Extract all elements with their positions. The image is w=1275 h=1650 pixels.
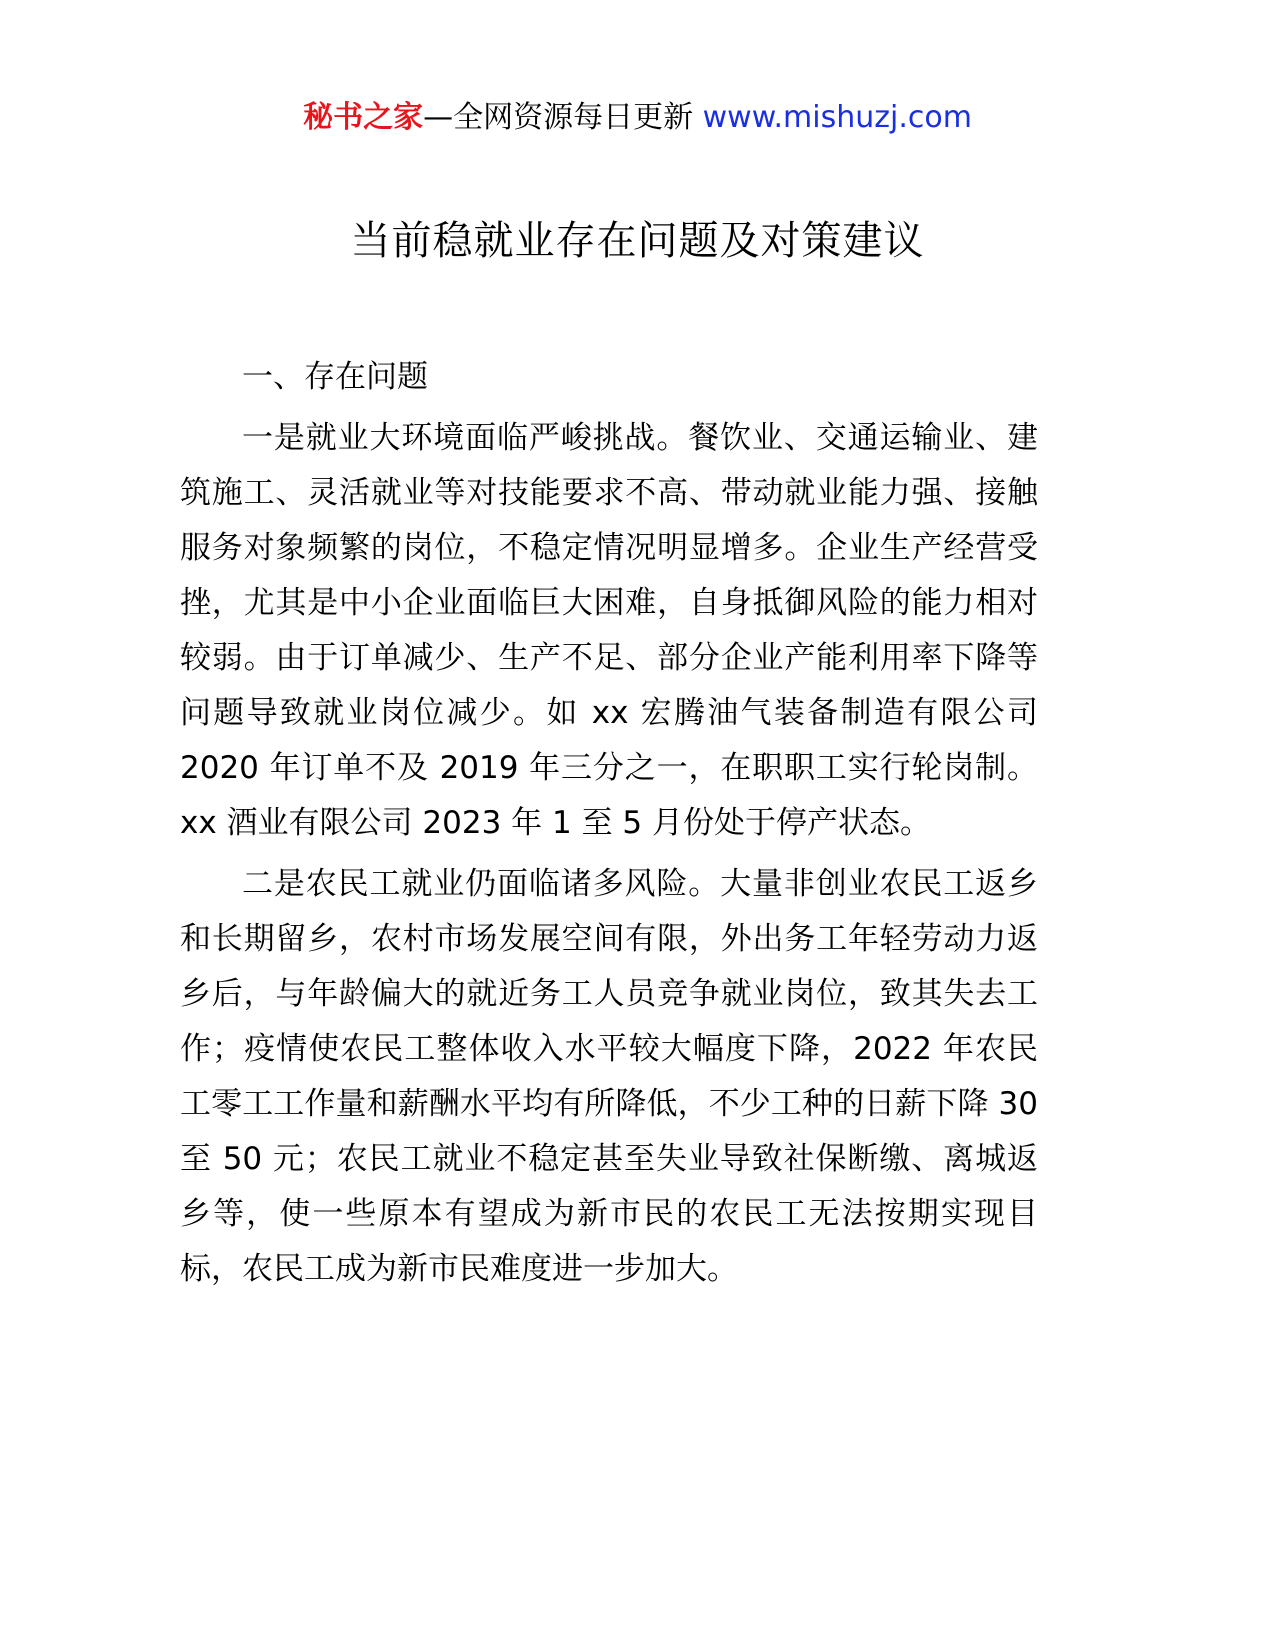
document-title: 当前稳就业存在问题及对策建议: [350, 218, 925, 264]
document-body: [180, 350, 1038, 1303]
section-heading: 一、存在问题: [242, 359, 428, 395]
site-header: [0, 96, 1275, 140]
header-tagline: —全网资源每日更新: [423, 100, 694, 135]
brand-name: 秘书之家: [303, 100, 424, 135]
site-url-link[interactable]: www.mishuzj.com: [702, 100, 972, 135]
paragraph-1: 一是就业大环境面临严峻挑战。餐饮业、交通运输业、建筑施工、灵活就业等对技能要求不高、带动就业能力强、接触服务对象频繁的岗位，不稳定情况明显增多。企业生产经营受挫，尤其是中小企业面临巨大困难，自身抵御风险的能力相对较弱。由于订单减少、生产不足、部分企业产能利用率下降等问题导致就业岗位减少。如 xx 宏腾油气装备制造有限公司 2020 年订单不及 2019 年三分之一，在职职工实行轮岗制。xx 酒业有限公司 2023 年 1 至 5 月份处于停产状态。: [180, 420, 1038, 841]
paragraph-2: 二是农民工就业仍面临诸多风险。大量非创业农民工返乡和长期留乡，农村市场发展空间有限，外出务工年轻劳动力返乡后，与年龄偏大的就近务工人员竞争就业岗位，致其失去工作；疫情使农民工整体收入水平较大幅度下降，2022 年农民工零工工作量和薪酬水平均有所降低，不少工种的日薪下降 30 至 50 元；农民工就业不稳定甚至失业导致社保断缴、离城返乡等，使一些原本有望成为新市民的农民工无法按期实现目标，农民工成为新市民难度进一步加大。: [180, 866, 1038, 1287]
